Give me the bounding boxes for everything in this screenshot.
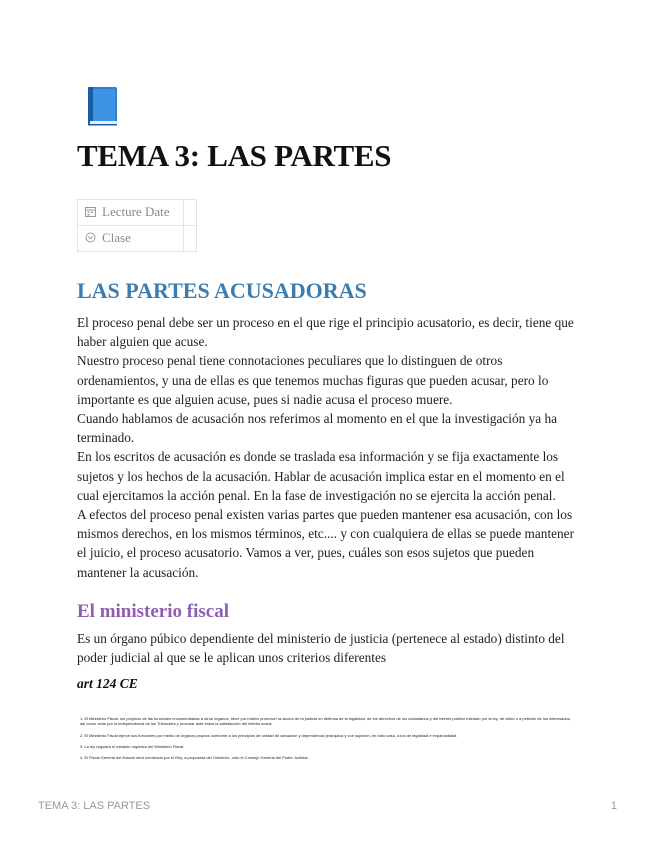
property-value-clase[interactable] <box>184 226 197 252</box>
quoted-article-line: 2. El Ministerio Fiscal ejerce sus funciones por medio de órganos propios conforme a los principios de unidad de actuación y dependencia jerárquica y con sujeción, en todo caso, a los de legalidad e imparcialidad. <box>80 733 458 738</box>
page-title: TEMA 3: LAS PARTES <box>77 138 392 173</box>
property-label-clase: Clase <box>102 229 131 245</box>
page-number: 1 <box>610 800 617 812</box>
property-row-lecture-date[interactable] <box>78 200 197 226</box>
paragraph: Es un órgano púbico dependiente del ministerio de justicia (pertenece al estado) distinto del poder judicial al que se le aplican unos criterios diferentes <box>77 631 565 666</box>
paragraph: El proceso penal debe ser un proceso en el que rige el principio acusatorio, es decir, tiene que haber alguien que acuse. <box>77 315 574 350</box>
quoted-article-line: 1. El Ministerio Fiscal, sin perjuicio de las funciones encomendadas a otros órganos, tiene por misión promover la acción de la justicia en defensa de la legalidad, de los derechos de los ciudadanos y del interés público tutelado por la ley, de oficio o a petición de los interesados, así como velar por la independencia de los Tribunales y procurar ante éstos la satisfacción del interés social. <box>80 716 571 726</box>
select-circle-icon <box>85 231 96 247</box>
footer-title: TEMA 3: LAS PARTES <box>38 800 151 812</box>
quoted-article-line: 4. El Fiscal General del Estado será nombrado por el Rey, a propuesta del Gobierno, oído el Consejo General del Poder Judicial. <box>80 755 309 760</box>
property-value-lecture-date[interactable] <box>184 200 197 226</box>
properties-table <box>77 199 197 252</box>
paragraph: A efectos del proceso penal existen varias partes que pueden mantener esa acusación, con los mismos derechos, en los mismos términos, etc.... y con cualquiera de ellas se puede mantener el juicio, el proceso acusatorio. Vamos a ver, pues, cuáles son esos sujetos que pueden mantener la acusación. <box>77 507 575 580</box>
calendar-icon <box>85 205 96 221</box>
blue-book-icon <box>85 86 119 126</box>
paragraph: En los escritos de acusación es donde se traslada esa información y se fija exactamente los sujetos y los hechos de la acusación. Hablar de acusación implica estar en el momento en el cual ejercitamos la acción penal. En la fase de investigación no se ejercita la acción penal. <box>77 449 565 503</box>
section1-body <box>77 313 577 582</box>
section-heading-ministerio-fiscal: El ministerio fiscal <box>77 601 229 622</box>
property-label-lecture-date: Lecture Date <box>102 203 170 219</box>
paragraph: Cuando hablamos de acusación nos referimos al momento en el que la investigación ya ha terminado. <box>77 411 558 446</box>
property-row-clase[interactable] <box>78 226 197 252</box>
paragraph: Nuestro proceso penal tiene connotaciones peculiares que lo distinguen de otros ordenamientos, y una de ellas es que tenemos muchas figuras que pueden acusar, pero lo importante es que alguien acuse, pues si nadie acusa el proceso muere. <box>77 353 549 407</box>
quoted-article-line: 3. La ley regulará el estatuto orgánico del Ministerio Fiscal. <box>80 744 185 749</box>
article-reference: art 124 CE <box>77 676 138 691</box>
section-heading-partes-acusadoras: LAS PARTES ACUSADORAS <box>77 278 367 303</box>
